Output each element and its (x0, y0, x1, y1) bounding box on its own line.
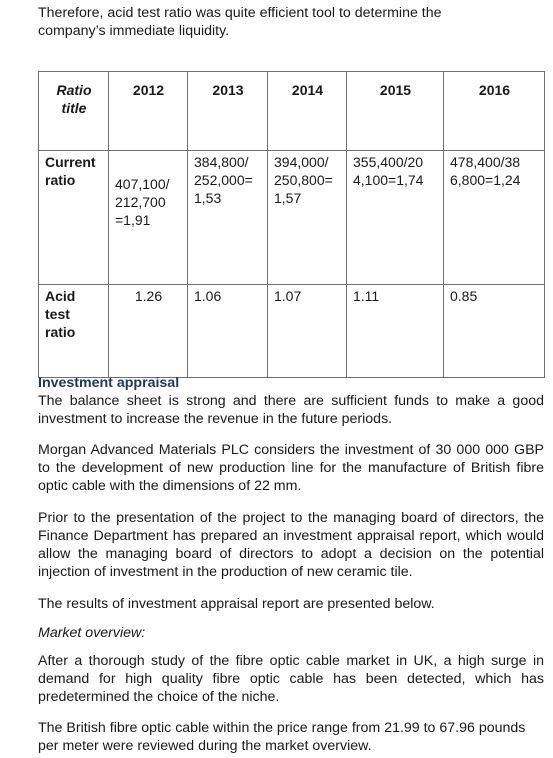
header-2013: 2013 (188, 72, 268, 151)
table-row-acid-test-ratio (39, 285, 545, 378)
header-2014: 2014 (268, 72, 347, 151)
acid-test-2013: 1.06 (188, 285, 268, 378)
paragraph-balance-sheet: The balance sheet is strong and there are sufficient funds to make a good investment to increase the revenue in the future periods. (38, 393, 544, 427)
current-ratio-2015: 355,400/20 4,100=1,74 (347, 151, 444, 285)
acid-test-2016: 0.85 (444, 285, 545, 378)
ratio-table (38, 71, 545, 378)
table-row-current-ratio (39, 151, 545, 285)
header-2016: 2016 (444, 72, 545, 151)
intro-line-1: Therefore, acid test ratio was quite efficient tool to determine the (38, 5, 442, 21)
acid-test-2012: 1.26 (109, 285, 188, 378)
current-ratio-2014: 394,000/ 250,800= 1,57 (268, 151, 347, 285)
current-ratio-2012: 407,100/ 212,700 =1,91 (109, 151, 188, 285)
acid-test-2014: 1.07 (268, 285, 347, 378)
paragraph-price-range: The British fibre optic cable within the price range from 21.99 to 67.96 pounds per meter were reviewed during the market overview. (38, 720, 526, 754)
paragraph-results: The results of investment appraisal report are presented below. (38, 596, 435, 612)
market-overview-heading: Market overview: (38, 625, 146, 641)
intro-line-2: company’s immediate liquidity. (38, 23, 230, 39)
acid-test-2015: 1.11 (347, 285, 444, 378)
paragraph-market-study: After a thorough study of the fibre optic cable market in UK, a high surge in demand for high quality fibre optic cable has been detected, which has predetermined the choice of the niche. (38, 653, 544, 705)
table-header-row (39, 72, 545, 151)
current-ratio-2016: 478,400/38 6,800=1,24 (444, 151, 545, 285)
header-2012: 2012 (109, 72, 188, 151)
header-ratio-title: Ratio title (39, 72, 109, 151)
current-ratio-2013: 384,800/ 252,000= 1,53 (188, 151, 268, 285)
row-label-current-ratio: Current ratio (39, 151, 109, 285)
row-label-acid-test-ratio: Acid test ratio (39, 285, 109, 378)
paragraph-investment: Morgan Advanced Materials PLC considers the investment of 30 000 000 GBP to the development of new production line for the manufacture of British fibre optic cable with the dimensions of 22 mm. (38, 442, 544, 494)
section-heading: Investment appraisal (38, 375, 180, 391)
paragraph-presentation: Prior to the presentation of the project to the managing board of directors, the Finance Department has prepared an investment appraisal report, which would allow the managing board of directors to adopt a decision on the potential injection of investment in the production of new ceramic tile. (38, 510, 544, 580)
header-2015: 2015 (347, 72, 444, 151)
